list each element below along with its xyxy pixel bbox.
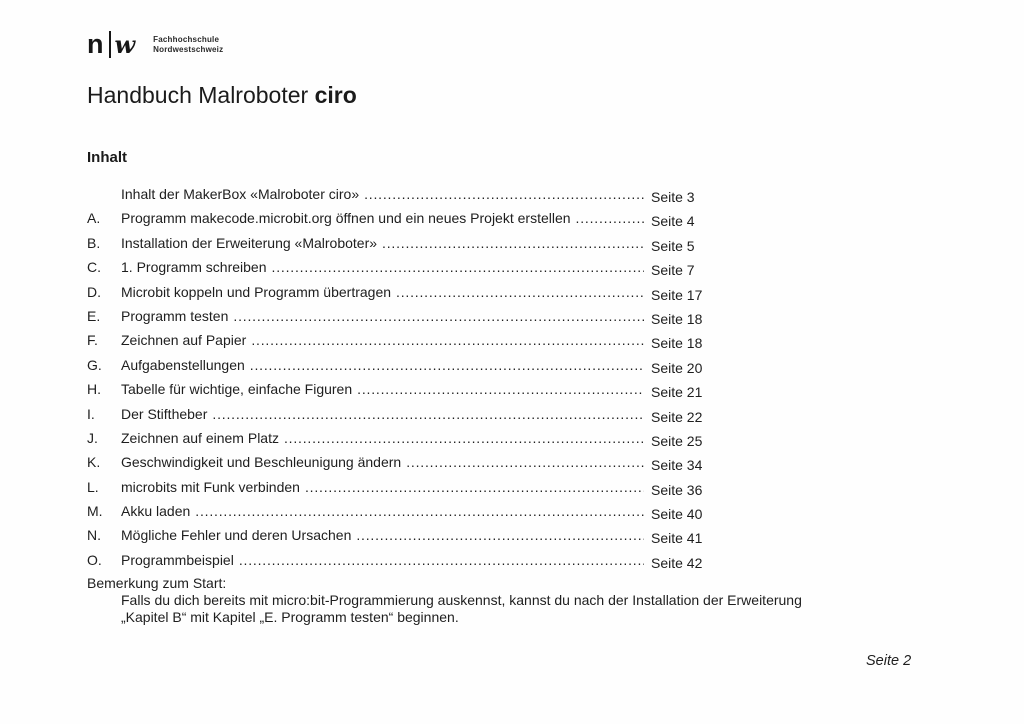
toc-item-label: Zeichnen auf Papier [121, 332, 247, 349]
toc-row [87, 426, 713, 450]
logo-letter-n: n [87, 29, 104, 59]
toc-page-number: Seite 7 [651, 262, 695, 279]
toc-row [87, 499, 713, 523]
toc-leader-dots [251, 328, 644, 352]
toc-page-number: Seite 42 [651, 554, 703, 571]
footer-page-number: Seite 2 [866, 653, 912, 669]
toc-row [87, 304, 713, 328]
toc-leader-dots [233, 304, 644, 328]
logo-org-name [153, 35, 223, 55]
document-title [87, 82, 357, 109]
toc-letter: B. [87, 234, 101, 251]
toc-letter: N. [87, 527, 101, 544]
toc-leader-dots [250, 353, 644, 377]
toc-page-number: Seite 36 [651, 481, 703, 498]
toc-item-label: Programm makecode.microbit.org öffnen und ein neues Projekt erstellen [121, 210, 571, 227]
toc-letter: A. [87, 210, 101, 227]
toc-leader-dots [406, 450, 644, 474]
toc-row [87, 353, 713, 377]
toc-item-label: 1. Programm schreiben [121, 259, 267, 276]
toc-item-label: Mögliche Fehler und deren Ursachen [121, 527, 352, 544]
toc-page-number: Seite 25 [651, 432, 703, 449]
remark-line-2: „Kapitel B“ mit Kapitel „E. Programm testen“ beginnen. [121, 608, 459, 625]
document-title-bold: ciro [314, 82, 357, 108]
toc-row [87, 377, 713, 401]
logo-divider-bar [109, 31, 111, 58]
logo-org-line2: Nordwestschweiz [153, 44, 224, 54]
toc-item-label: Akku laden [121, 503, 191, 520]
fhnw-logo [87, 31, 223, 58]
toc-row [87, 475, 713, 499]
toc-letter: D. [87, 283, 101, 300]
toc-leader-dots [382, 231, 644, 255]
toc-item-label: Installation der Erweiterung «Malroboter» [121, 234, 378, 251]
toc-leader-dots [272, 255, 644, 279]
logo-org-line1: Fachhochschule [153, 34, 220, 44]
toc-letter: K. [87, 454, 101, 471]
toc-page-number: Seite 22 [651, 408, 703, 425]
toc-item-label: Geschwindigkeit und Beschleunigung ändern [121, 454, 402, 471]
toc-letter: L. [87, 478, 99, 495]
toc-page-number: Seite 17 [651, 286, 703, 303]
toc-leader-dots [356, 523, 644, 547]
toc-page-number: Seite 34 [651, 457, 703, 474]
fhnw-logo-mark [87, 31, 135, 58]
document-title-regular: Handbuch Malroboter [87, 82, 315, 108]
toc-leader-dots [212, 402, 644, 426]
toc-page-number: Seite 20 [651, 359, 703, 376]
toc-page-number: Seite 5 [651, 237, 695, 254]
toc-leader-dots [357, 377, 644, 401]
toc-letter: E. [87, 307, 101, 324]
toc-item-label: Programm testen [121, 307, 229, 324]
toc-page-number: Seite 3 [651, 189, 695, 205]
toc-page-number: Seite 41 [651, 530, 703, 547]
toc-item-label: Inhalt der MakerBox «Malroboter ciro» [121, 186, 360, 202]
toc-item-label: Programmbeispiel [121, 551, 234, 568]
toc-letter [87, 182, 121, 206]
toc-row [87, 450, 713, 474]
toc-row [87, 231, 713, 255]
remark-label: Bemerkung zum Start: [87, 575, 227, 591]
toc-item-label: Aufgabenstellungen [121, 356, 245, 373]
toc-letter: O. [87, 551, 102, 568]
toc-letter: H. [87, 381, 101, 398]
toc-item-label: Tabelle für wichtige, einfache Figuren [121, 381, 353, 398]
toc-item-label: Der Stiftheber [121, 405, 208, 422]
toc-row [87, 548, 713, 572]
toc-leader-dots [195, 499, 644, 523]
toc-row [87, 328, 713, 352]
toc-row [87, 255, 713, 279]
logo-letter-w: w [114, 30, 136, 59]
toc-letter: J. [87, 429, 98, 446]
toc-page-number: Seite 18 [651, 310, 703, 327]
toc-leader-dots [364, 182, 644, 206]
toc-leader-dots [576, 206, 644, 230]
start-remark [87, 575, 802, 625]
toc-letter: C. [87, 259, 101, 276]
toc-leader-dots [239, 548, 644, 572]
toc-page-number: Seite 40 [651, 506, 703, 523]
toc-row [87, 402, 713, 426]
toc-item-label: Microbit koppeln und Programm übertragen [121, 283, 392, 300]
remark-line-1: Falls du dich bereits mit micro:bit-Programmierung auskennst, kannst du nach der Installation der Erweiterung [121, 591, 802, 608]
toc-heading: Inhalt [87, 149, 127, 166]
toc-letter: M. [87, 503, 103, 520]
toc-leader-dots [284, 426, 644, 450]
toc-page-number: Seite 18 [651, 335, 703, 352]
toc-row [87, 523, 713, 547]
toc-item-label: microbits mit Funk verbinden [121, 478, 300, 495]
toc-page-number: Seite 4 [651, 213, 695, 230]
toc-leader-dots [396, 280, 644, 304]
toc-row [87, 206, 713, 230]
toc-leader-dots [305, 475, 644, 499]
toc-letter: I. [87, 405, 95, 422]
toc-item-label: Zeichnen auf einem Platz [121, 429, 279, 446]
toc-list [87, 182, 713, 572]
toc-letter: F. [87, 332, 98, 349]
toc-page-number: Seite 21 [651, 384, 703, 401]
toc-row [87, 182, 713, 206]
toc-row [87, 280, 713, 304]
toc-letter: G. [87, 356, 102, 373]
